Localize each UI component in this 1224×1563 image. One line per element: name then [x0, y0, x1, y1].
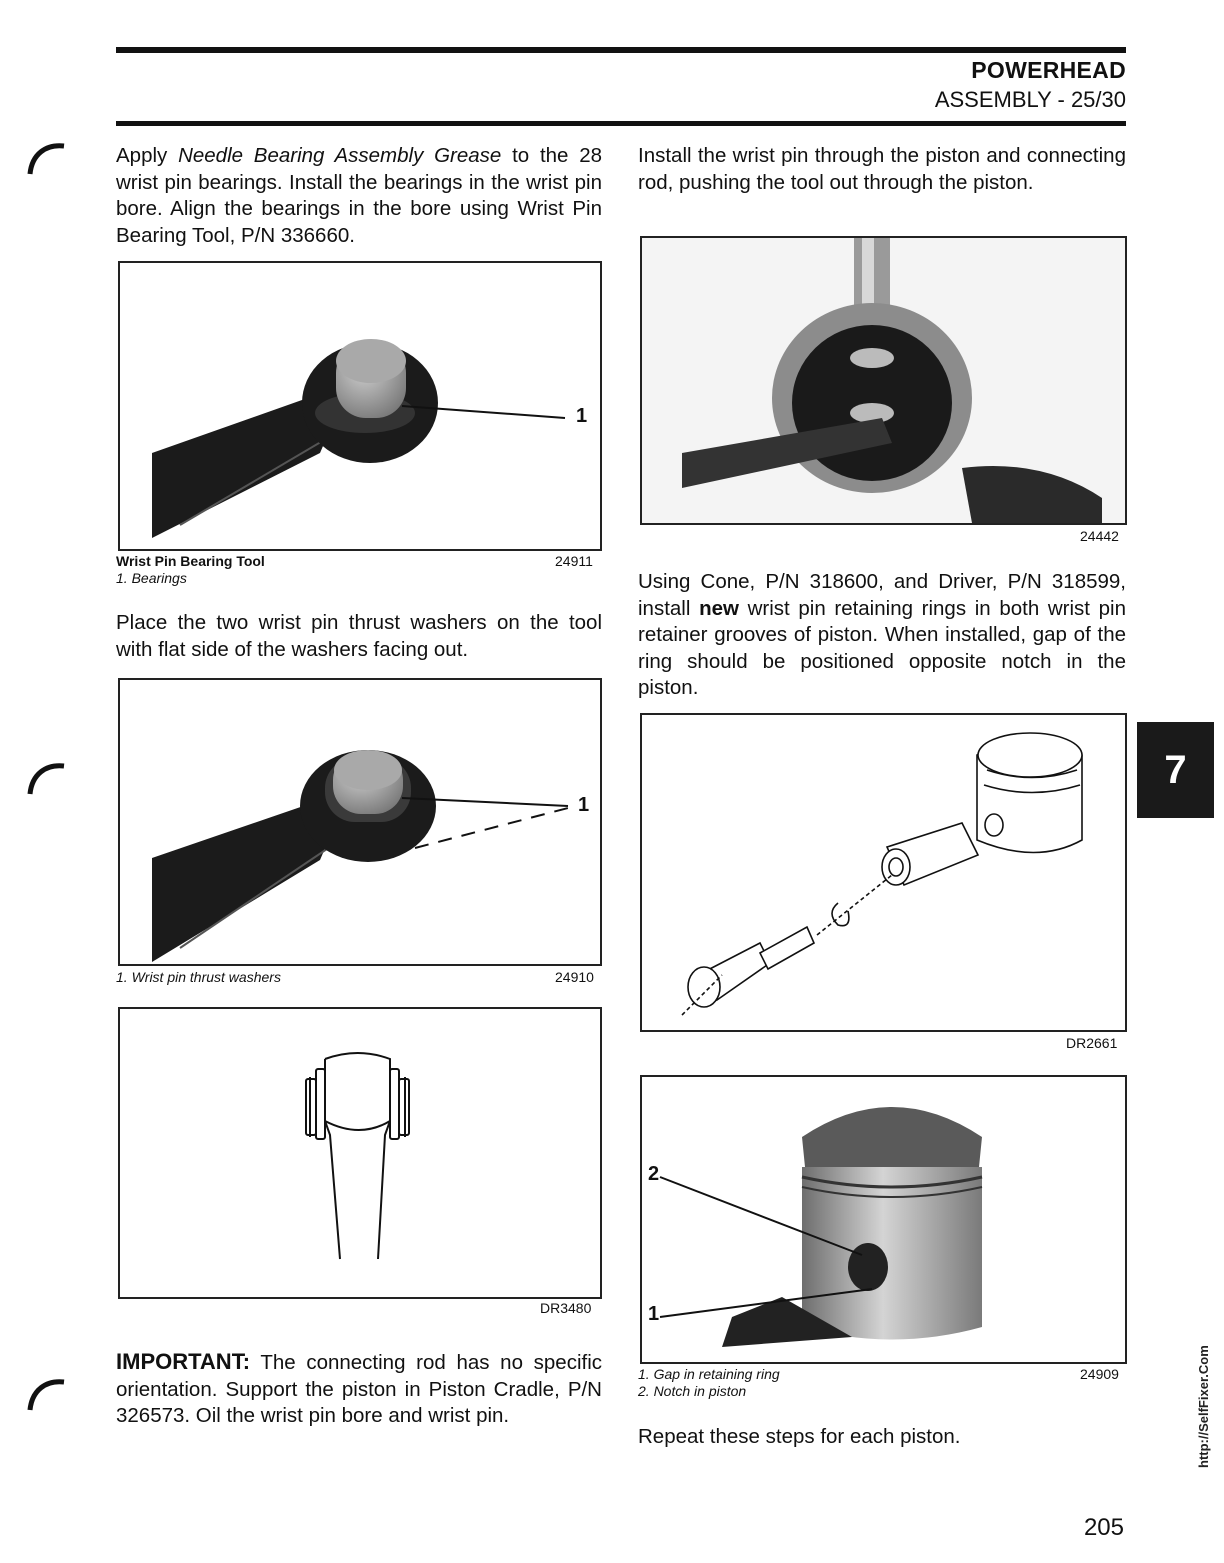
page-number: 205 [1083, 1514, 1124, 1541]
binder-hole [26, 1376, 66, 1416]
binder-hole [26, 760, 66, 800]
figure-code: DR3480 [540, 1300, 592, 1316]
figure-piston-ring-gap [640, 1075, 1127, 1364]
legend-item: 1. Wrist pin thrust washers [116, 969, 281, 985]
callout-2: 2 [648, 1163, 660, 1185]
paragraph-thrust-washers: Place the two wrist pin thrust washers on the tool with flat side of the washers facing out. [116, 611, 602, 661]
piston-install-photo [642, 238, 1125, 523]
figure-piston-install [640, 236, 1127, 525]
section-tab: 7 [1137, 722, 1214, 818]
callout-1: 1 [648, 1303, 660, 1325]
figure-piston-exploded [640, 713, 1127, 1032]
figure-code: DR2661 [1066, 1035, 1118, 1051]
figure-thrust-washers [118, 678, 602, 966]
callout-1: 1 [576, 405, 588, 427]
figure-code: 24909 [1080, 1366, 1119, 1382]
figure-caption [638, 1366, 780, 1400]
callout-1: 1 [578, 794, 590, 816]
paragraph-repeat: Repeat these steps for each piston. [638, 1425, 961, 1448]
legend-item: 1. Gap in retaining ring [638, 1366, 780, 1382]
rod-washer-diagram [120, 1009, 600, 1297]
legend-item: 2. Notch in piston [638, 1383, 747, 1399]
piston-ring-gap-photo [642, 1077, 1125, 1362]
figure-code: 24910 [555, 969, 594, 985]
section-subtitle: ASSEMBLY - 25/30 [934, 87, 1126, 112]
figure-caption [116, 969, 281, 986]
figure-title: Wrist Pin Bearing Tool [116, 553, 265, 569]
paragraph-important: IMPORTANT: The connecting rod has no specific orientation. Support the piston in Piston Cradle, P/N 326573. Oil the wrist pin bore and wrist pin. [116, 1349, 602, 1427]
figure-code: 24442 [1080, 528, 1119, 544]
paragraph-retaining-rings: Using Cone, P/N 318600, and Driver, P/N 318599, install new wrist pin retaining rings in both wrist pin retainer grooves of piston. When installed, gap of the ring should be positioned opposite notch in the piston. [638, 570, 1126, 699]
legend-item: 1. Bearings [116, 570, 187, 586]
binder-hole [26, 140, 66, 180]
figure-wrist-pin-bearing-tool [118, 261, 602, 551]
paragraph-grease: Apply Needle Bearing Assembly Grease to the 28 wrist pin bearings. Install the bearings in the wrist pin bore. Align the bearings in the bore using Wrist Pin Bearing Tool, P/N 336660. [116, 144, 603, 247]
header-rule-top [116, 47, 1126, 53]
piston-exploded-diagram [642, 715, 1125, 1030]
paragraph-install-wrist-pin: Install the wrist pin through the piston and connecting rod, pushing the tool out through the piston. [638, 144, 1126, 194]
header-rule-bottom [116, 121, 1126, 126]
connecting-rod-washers-photo [120, 680, 600, 964]
watermark-url: http://SelfFixer.Com [1196, 1345, 1211, 1468]
connecting-rod-photo [120, 263, 600, 549]
section-title: POWERHEAD [971, 57, 1126, 83]
figure-code: 24911 [555, 553, 593, 569]
figure-rod-line-drawing [118, 1007, 602, 1299]
figure-caption [116, 553, 265, 587]
